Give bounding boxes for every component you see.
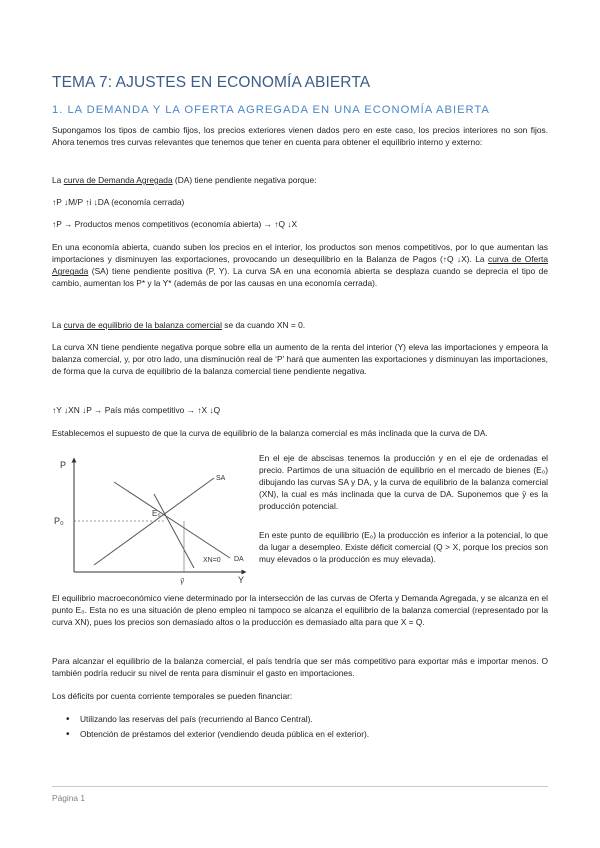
list-item: • Obtención de préstamos del exterior (vendiendo deuda pública en el exterior). xyxy=(52,727,548,742)
series-label-da: DA xyxy=(234,556,244,563)
series-line-sa xyxy=(94,478,214,565)
macro-paragraph: El equilibrio macroeconómico viene determinado por la intersección de las curvas de Oferta y Demanda Agregada, y se alcanza en el punto E₀. Esta no es una situación de pleno empleo ni tampoco se alcanza el equilibrio de la balanza comercial (representado por la curva XN), pues los precios son demasiado altos o la producción es demasiado alta para que X = Q. xyxy=(52,593,548,628)
series-label-xn: XN=0 xyxy=(203,557,221,564)
x-tick-ybar: ȳ xyxy=(180,576,184,585)
equation-xn: ↑Y ↓XN ↓P → País más competitivo → ↑X ↓Q xyxy=(52,405,221,415)
equation-closed-economy: ↑P ↓M/P ↑i ↓DA (economía cerrada) xyxy=(52,197,185,207)
da-definition: La curva de Demanda Agregada (DA) tiene pendiente negativa porque: xyxy=(52,175,317,185)
y-axis-label: P xyxy=(60,460,67,470)
footer-divider xyxy=(52,786,548,787)
assumption-paragraph: Establecemos el supuesto de que la curva de equilibrio de la balanza comercial es más inclinada que la curva de DA. xyxy=(52,428,488,438)
xn-paragraph: La curva XN tiene pendiente negativa porque sobre ella un aumento de la renta del interior (Y) eleva las importaciones y empeora la balanza comercial, y, por otro lado, una disminución real de ‘P’ hará que aumenten las exportaciones y disminuyan las importaciones, de forma que la curva de equilibrio de la balanza comercial tiene pendiente negativa. xyxy=(52,342,548,377)
series-line-da xyxy=(114,482,230,558)
ad-as-chart-svg xyxy=(52,450,252,585)
section-heading: 1. LA DEMANDA Y LA OFERTA AGREGADA EN UNA ECONOMÍA ABIERTA xyxy=(52,104,490,116)
x-axis-label: Y xyxy=(238,575,245,585)
series-label-sa: SA xyxy=(216,475,226,482)
y-tick-p0: P₀ xyxy=(54,516,64,526)
xn-term: curva de equilibrio de la balanza comercial xyxy=(63,320,222,330)
page-number: Página 1 xyxy=(52,793,86,803)
page-title: TEMA 7: AJUSTES EN ECONOMÍA ABIERTA xyxy=(52,74,371,91)
sa-term: curva de Oferta Agregada xyxy=(52,254,548,277)
sa-paragraph: En una economía abierta, cuando suben los precios en el interior, los productos son menos competitivos, por lo que aumentan las importaciones y disminuyen las exportaciones, provocando un desequilibrio en la Balanza de Pagos (↑Q ↓X). La curva de Oferta Agregada (SA) tiene pendiente positiva (P, Y). La curva SA en una economía abierta se desplaza cuando se deprecia el tipo de cambio, aumentan los P* y la Y* (además de por las causas en una economía cerrada). xyxy=(52,242,548,289)
competitiveness-paragraph: Para alcanzar el equilibrio de la balanza comercial, el país tendría que ser más competitivo para exportar más e importar menos. O también podría reducir su nivel de renta para disminuir el gasto en importaciones. xyxy=(52,656,548,679)
xn-definition: La curva de equilibrio de la balanza comercial se da cuando XN = 0. xyxy=(52,320,306,330)
financing-list xyxy=(52,712,548,742)
list-item: • Utilizando las reservas del país (recurriendo al Banco Central). xyxy=(52,712,548,727)
intro-paragraph: Supongamos los tipos de cambio fijos, los precios exteriores vienen dados pero en este caso, los precios interiores no son fijos. Ahora tenemos tres curvas relevantes que tenemos que tener en cuenta para obtener el equilibrio interno y externo: xyxy=(52,125,548,148)
chart-explanation-1: En el eje de abscisas tenemos la producción y en el eje de ordenadas el precio. Partimos de una situación de equilibrio en el mercado de bienes (E₀) dibujando las curvas SA y DA, y la curva de equilibrio de la balanza comercial (XN), la cual es más inclinada que la curva de DA. Suponemos que ȳ es la producción potencial. xyxy=(259,453,548,512)
equation-open-economy: ↑P → Productos menos competitivos (economía abierta) → ↑Q ↓X xyxy=(52,219,298,229)
ad-as-chart xyxy=(52,450,252,585)
deficits-intro: Los déficits por cuenta corriente temporales se pueden financiar: xyxy=(52,691,293,701)
chart-explanation-2: En este punto de equilibrio (E₀) la producción es inferior a la potencial, lo que da lugar a desempleo. Existe déficit comercial (Q > X, porque los precios son muy elevados o la producción es muy elevada). xyxy=(259,530,548,565)
da-term: curva de Demanda Agregada xyxy=(63,175,173,185)
point-label-e0: E₀ xyxy=(152,509,161,518)
